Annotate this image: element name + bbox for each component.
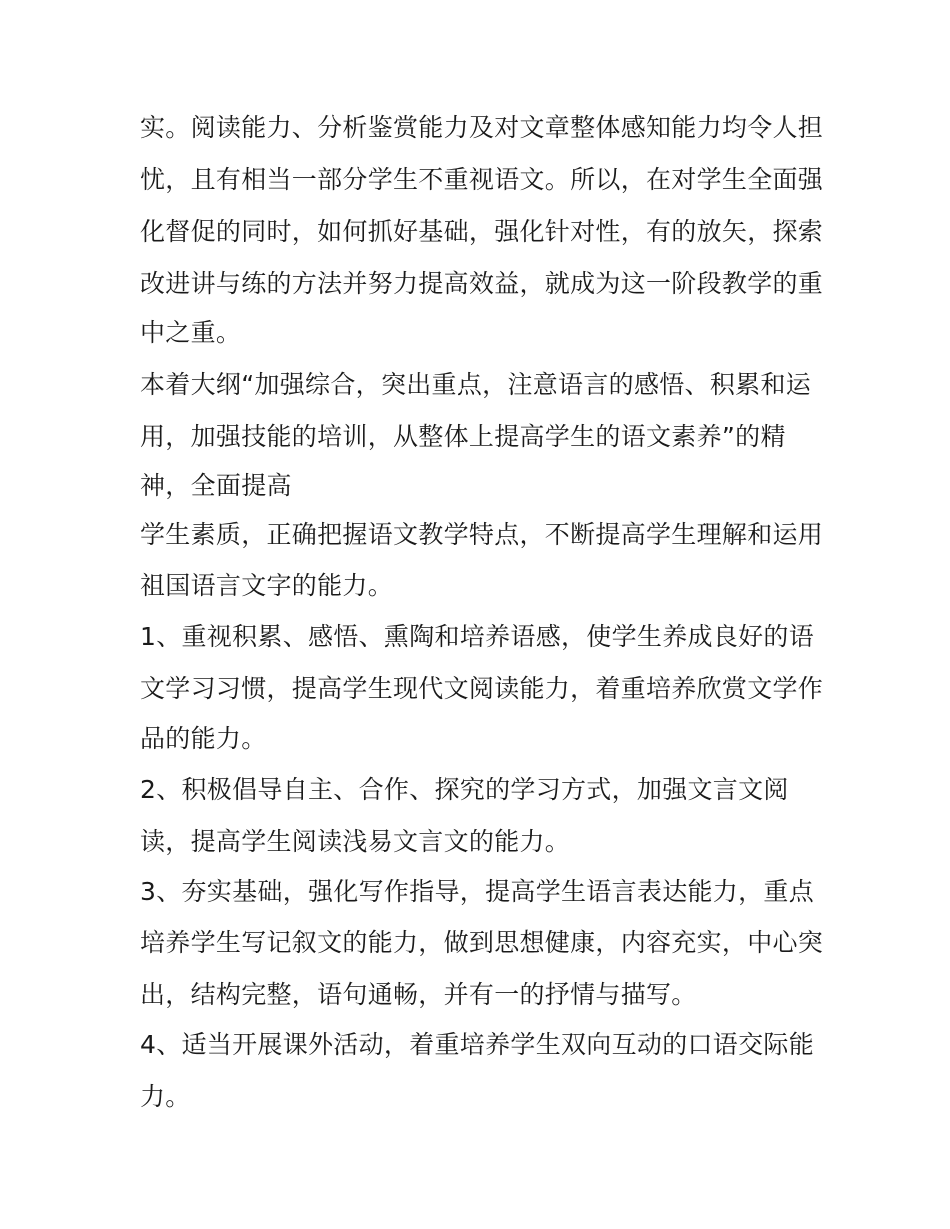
text-line: 3、夯实基础，强化写作指导，提高学生语言表达能力，重点 xyxy=(140,877,815,906)
text-line: 力。 xyxy=(140,1082,191,1111)
text-line: 出，结构完整，语句通畅，并有一的抒情与描写。 xyxy=(140,980,697,1009)
text-line: 中之重。 xyxy=(140,318,242,347)
text-line: 改进讲与练的方法并努力提高效益，就成为这一阶段教学的重 xyxy=(140,269,824,298)
text-line: 学生素质，正确把握语文教学特点，不断提高学生理解和运用 xyxy=(140,520,824,549)
text-line: 本着大纲“加强综合，突出重点，注意语言的感悟、积累和运 xyxy=(140,370,812,399)
text-line: 用，加强技能的培训，从整体上提高学生的语文素养”的精 xyxy=(140,422,786,451)
text-line: 读，提高学生阅读浅易文言文的能力。 xyxy=(140,827,571,856)
text-line: 培养学生写记叙文的能力，做到思想健康，内容充实，中心突 xyxy=(140,928,824,957)
text-line: 实。阅读能力、分析鉴赏能力及对文章整体感知能力均令人担 xyxy=(140,113,824,142)
text-line: 品的能力。 xyxy=(140,724,267,753)
text-line: 神，全面提高 xyxy=(140,471,292,500)
text-line: 忧，且有相当一部分学生不重视语文。所以，在对学生全面强 xyxy=(140,165,824,194)
text-line: 文学习习惯，提高学生现代文阅读能力，着重培养欣赏文学作 xyxy=(140,674,824,703)
text-line: 2、积极倡导自主、合作、探究的学习方式，加强文言文阅 xyxy=(140,775,789,804)
text-line: 化督促的同时，如何抓好基础，强化针对性，有的放矢，探索 xyxy=(140,217,824,246)
text-line: 1、重视积累、感悟、熏陶和培养语感，使学生养成良好的语 xyxy=(140,622,815,651)
text-line: 4、适当开展课外活动，着重培养学生双向互动的口语交际能 xyxy=(140,1030,815,1059)
text-line: 祖国语言文字的能力。 xyxy=(140,571,394,600)
